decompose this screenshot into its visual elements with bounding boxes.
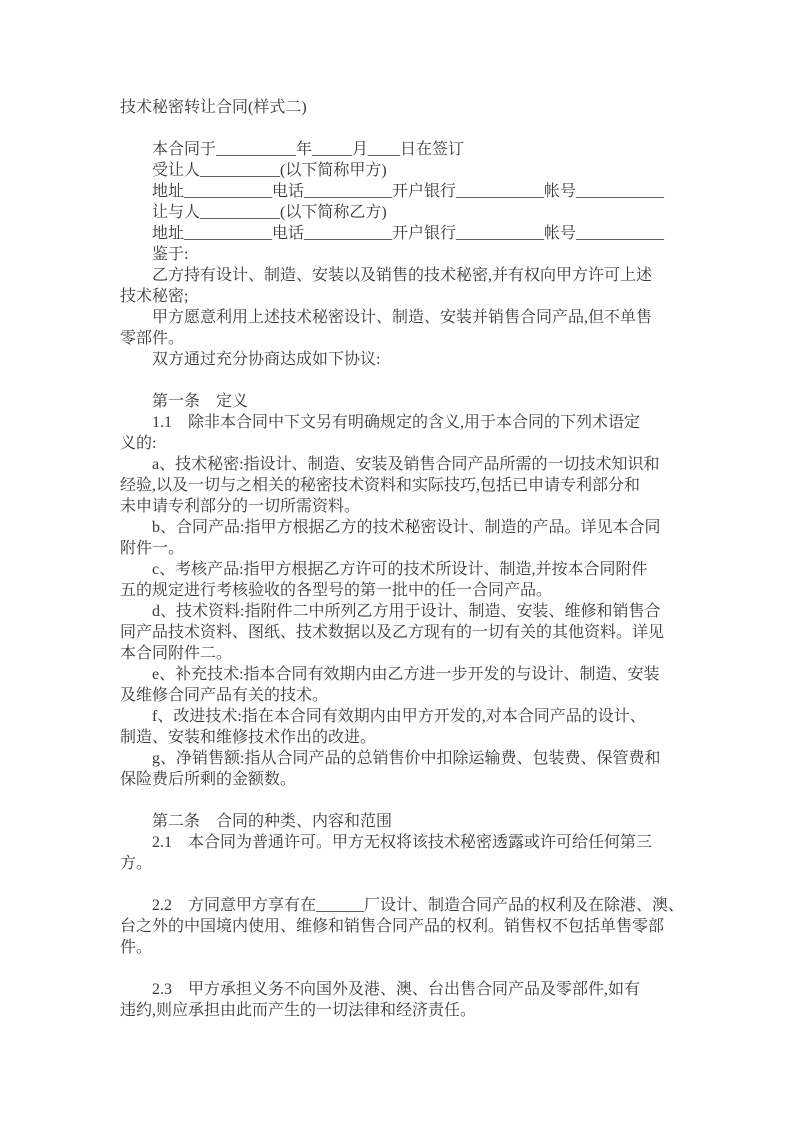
text-line: 第一条 定义 [152,393,249,410]
text-line: 受让人__________(以下简称甲方) [152,162,387,179]
text-line: 2.2 方同意甲方享有在______厂设计、制造合同产品的权利及在除港、澳、 [152,897,685,914]
text-line: 违约,则应承担由此而产生的一切法律和经济责任。 [120,1002,477,1019]
text-line: 鉴于: [152,246,189,263]
text-line: 第二条 合同的种类、内容和范围 [152,813,393,830]
text-line: 2.1 本合同为普通许可。甲方无权将该技术秘密透露或许可给任何第三 [152,834,653,851]
text-line: 经验,以及一切与之相关的秘密技术资料和实际技巧,包括已申请专利部分和 [120,477,641,494]
text-line: 双方通过充分协商达成如下协议: [152,351,381,368]
text-line: 件。 [120,939,153,956]
text-line: 让与人__________(以下简称乙方) [152,204,387,221]
text-line: 技术秘密; [120,288,189,305]
blank-line [120,958,695,979]
text-line: 保险费后所剩的金额数。 [120,771,297,788]
text-line: 方。 [120,855,153,872]
blank-line [120,370,695,391]
document-body [120,118,695,1021]
blank-line [120,118,695,139]
text-line: b、合同产品:指甲方根据乙方的技术秘密设计、制造的产品。详见本合同 [152,519,661,536]
text-line: 地址___________电话___________开户银行___________帐号___________ [152,183,665,200]
text-line: 义的: [120,435,157,452]
text-line: e、补充技术:指本合同有效期内由乙方进一步开发的与设计、制造、安装 [152,666,660,683]
text-line: 附件一。 [120,540,185,557]
text-line: a、技术秘密:指设计、制造、安装及销售合同产品所需的一切技术知识和 [152,456,660,473]
blank-line [120,874,695,895]
text-line: f、改进技术:指在本合同有效期内由甲方开发的,对本合同产品的设计、 [152,708,646,725]
text-line: 本合同附件二。 [120,645,233,662]
text-line: 零部件。 [120,330,185,347]
text-line: g、净销售额:指从合同产品的总销售价中扣除运输费、包装费、保管费和 [152,750,661,767]
document-title: 技术秘密转让合同(样式二) [120,99,307,116]
text-line: 本合同于__________年_____月____日在签订 [152,141,465,158]
text-line: c、考核产品:指甲方根据乙方许可的技术所设计、制造,并按本合同附件 [152,561,648,578]
text-line: 1.1 除非本合同中下文另有明确规定的含义,用于本合同的下列术语定 [152,414,641,431]
text-line: 甲方愿意利用上述技术秘密设计、制造、安装并销售合同产品,但不单售 [152,309,653,326]
text-line: 未申请专利部分的一切所需资料。 [120,498,361,515]
text-line: 2.3 甲方承担义务不向国外及港、澳、台出售合同产品及零部件,如有 [152,981,641,998]
text-line: 及维修合同产品有关的技术。 [120,687,329,704]
text-line: d、技术资料:指附件二中所列乙方用于设计、制造、安装、维修和销售合 [152,603,661,620]
text-line: 同产品技术资料、图纸、技术数据以及乙方现有的一切有关的其他资料。详见 [120,624,665,641]
text-line: 地址___________电话___________开户银行___________帐号___________ [152,225,665,242]
text-line: 台之外的中国境内使用、维修和销售合同产品的权利。销售权不包括单售零部 [120,918,665,935]
blank-line [120,790,695,811]
text-line: 制造、安装和维修技术作出的改进。 [120,729,377,746]
text-line: 五的规定进行考核验收的各型号的第一批中的任一合同产品。 [120,582,553,599]
text-line: 乙方持有设计、制造、安装以及销售的技术秘密,并有权向甲方许可上述 [152,267,653,284]
